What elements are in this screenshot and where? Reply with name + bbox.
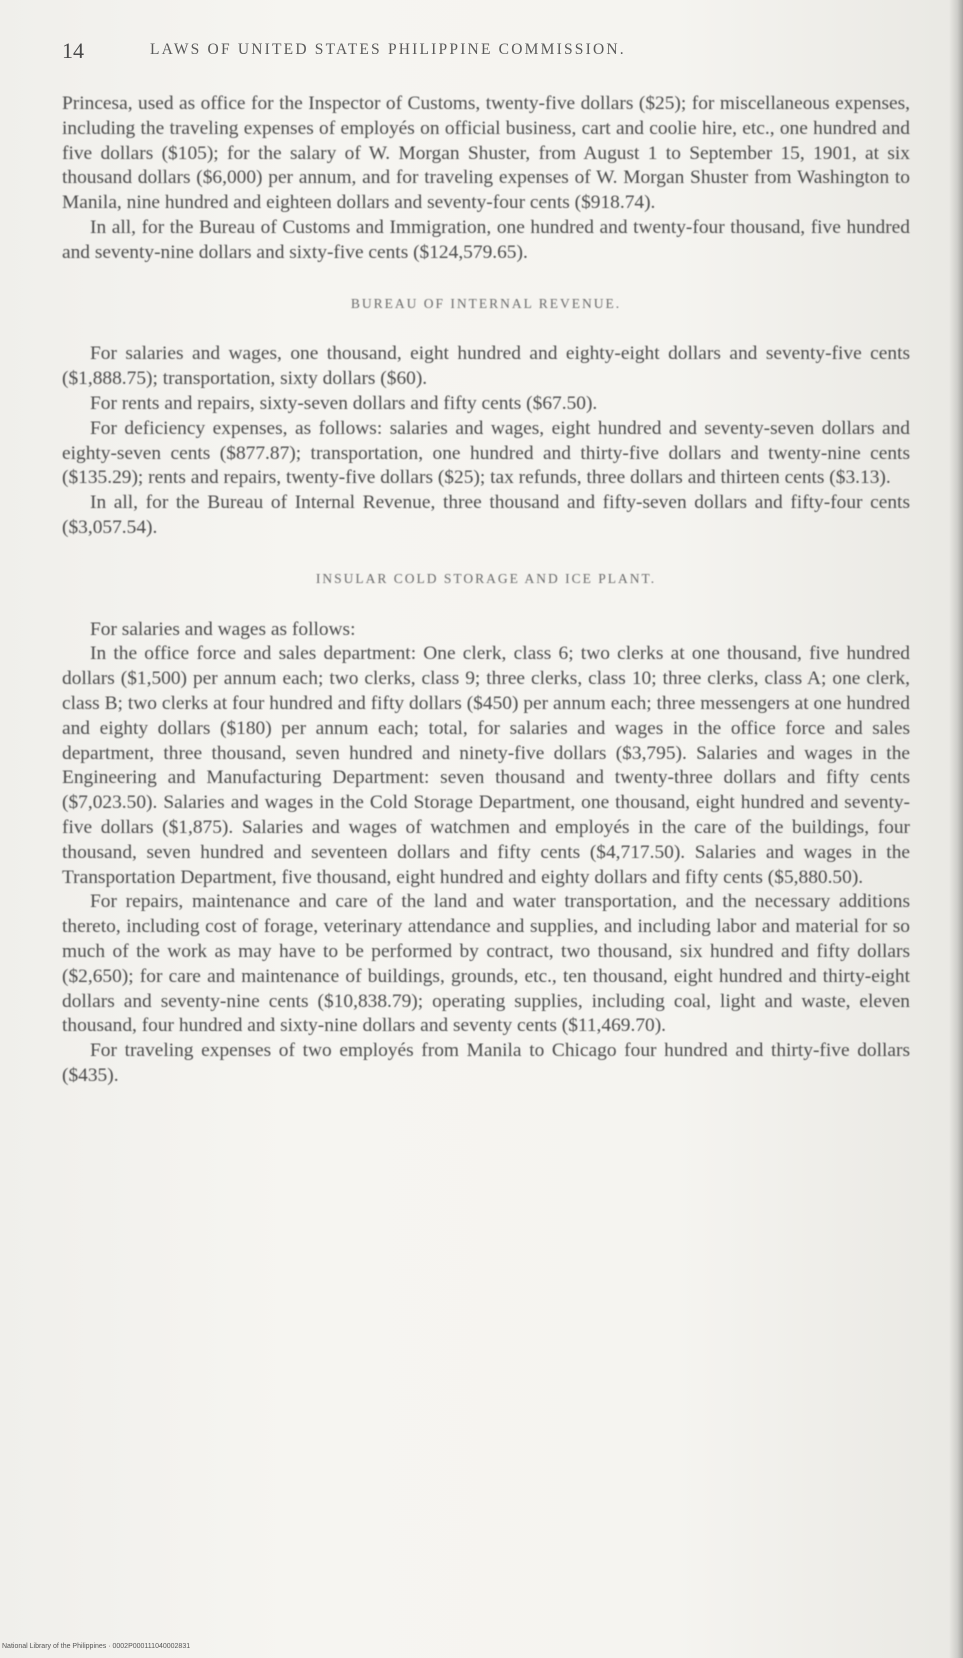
paragraph-salaries-intro: For salaries and wages as follows: [90, 618, 356, 640]
body-text [62, 92, 910, 1089]
paragraph-deficiency: For deficiency expenses, as follows: salaries and wages, eight hundred and seventy-seven dollars and eighty-seven cents ($877.87); transportation, one hundred and thirty-five dollars and twenty-nine cents ($135.29); rents and repairs, twenty-five dollars ($25); tax refunds, three dollars and thirteen cents ($3.13). [62, 417, 910, 489]
section-heading-cold-storage: INSULAR COLD STORAGE AND ICE PLANT. [315, 570, 657, 586]
paragraph-continuation: Princesa, used as office for the Inspector of Customs, twenty-five dollars ($25); for miscellaneous expenses, including the traveling expenses of employés on official business, cart and coolie hire, etc., one hundred and five dollars ($105); for the salary of W. Morgan Shuster, from August 1 to September 15, 1901, at six thousand dollars ($6,000) per annum, and for traveling expenses of W. Morgan Shuster from Washington to Manila, nine hundred and eighteen dollars and seventy-four cents ($918.74). [62, 93, 910, 214]
paragraph-office-force: In the office force and sales department: One clerk, class 6; two clerks at one thousand, five hundred dollars ($1,500) per annum each; two clerks, class 9; three clerks, class 10; three clerks, class A; one clerk, class B; two clerks at four hundred and fifty dollars ($450) per annum each; three messengers at one hundred and eighty dollars ($180) per annum each; total, for salaries and wages in the office force and sales department, three thousand, seven hundred and ninety-five dollars ($3,795). Salaries and wages in the Engineering and Manufacturing Department: seven thousand and twenty-three dollars and fifty cents ($7,023.50). Salaries and wages in the Cold Storage Department, one thousand, eight hundred and seventy-five dollars ($1,875). Salaries and wages of watchmen and employés in the care of the buildings, four thousand, seven hundred and seventeen dollars and fifty cents ($4,717.50). Salaries and wages in the Transportation Department, five thousand, eight hundred and eighty dollars and fifty cents ($5,880.50). [62, 643, 910, 888]
paragraph-rents: For rents and repairs, sixty-seven dollars and fifty cents ($67.50). [90, 392, 598, 414]
paragraph-internal-revenue-total: In all, for the Bureau of Internal Revenue, three thousand and fifty-seven dollars and fifty-four cents ($3,057.54). [62, 492, 910, 538]
page-header [62, 38, 822, 68]
paragraph-traveling-expenses: For traveling expenses of two employés from Manila to Chicago four hundred and thirty-five dollars ($435). [62, 1040, 910, 1086]
running-title: LAWS OF UNITED STATES PHILIPPINE COMMISSION. [150, 41, 626, 58]
paragraph-salaries: For salaries and wages, one thousand, eight hundred and eighty-eight dollars and seventy-five cents ($1,888.75); transportation, sixty dollars ($60). [62, 343, 910, 390]
paragraph-repairs-maintenance: For repairs, maintenance and care of the land and water transportation, and the necessary additions thereto, including cost of forage, veterinary attendance and supplies, and including labor and material for so much of the work as may have to be performed by contract, two thousand, six hundred and fifty dollars ($2,650); for care and maintenance of buildings, grounds, etc., ten thousand, eight hundred and thirty-eight dollars and seventy-nine cents ($10,838.79); operating supplies, including coal, light and waste, eleven thousand, four hundred and sixty-nine dollars and seventy cents ($11,469.70). [62, 891, 910, 1037]
section-heading-internal-revenue: BUREAU OF INTERNAL REVENUE. [350, 295, 622, 311]
source-footer-note: National Library of the Philippines · 0002P000111040002831 [2, 1643, 191, 1650]
paragraph-customs-total: In all, for the Bureau of Customs and Immigration, one hundred and twenty-four thousand, five hundred and seventy-nine dollars and sixty-five cents ($124,579.65). [62, 216, 910, 263]
page-number: 14 [62, 38, 84, 63]
page-edge-shadow [949, 0, 963, 1658]
